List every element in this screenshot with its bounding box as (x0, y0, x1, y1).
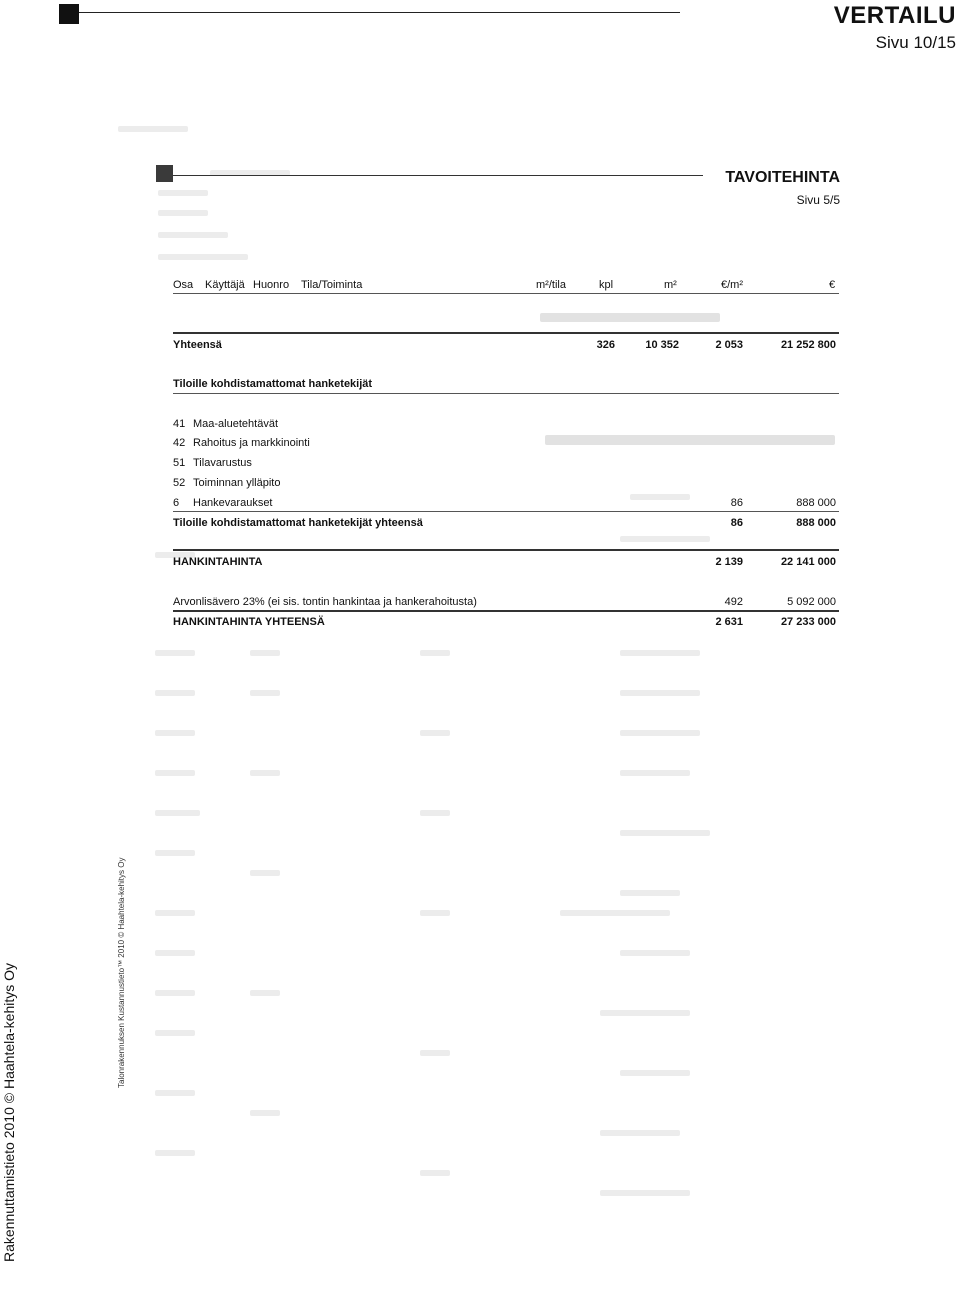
inner-copyright-note: Talonrakennuksen Kustannustieto™ 2010 © Haahtela-kehitys Oy (117, 857, 126, 1088)
item-eur: 888 000 (796, 497, 836, 509)
section-heading (173, 376, 839, 392)
list-item (173, 455, 839, 471)
col-kpl: kpl (599, 279, 614, 291)
item-code: 51 (173, 457, 186, 469)
vat-eur: 5 092 000 (787, 596, 836, 608)
list-item (173, 475, 839, 491)
section-heading-label: Tiloille kohdistamattomat hanketekijät (173, 378, 373, 390)
item-name: Tilavarustus (193, 457, 252, 469)
totals-kpl: 326 (596, 339, 615, 351)
totals-m2: 10 352 (645, 339, 679, 351)
col-huonro: Huonro (253, 279, 290, 291)
vat-label: Arvonlisävero 23% (ei sis. tontin hankintaa ja hankerahoitusta) (173, 596, 477, 608)
procurement-label: HANKINTAHINTA (173, 556, 263, 568)
subtotal-m2: 86 (730, 517, 743, 529)
table-header (173, 277, 839, 293)
col-tila: Tila/Toiminta (301, 279, 363, 291)
inner-header-marker (156, 165, 173, 182)
divider (173, 393, 839, 394)
totals-row (173, 337, 839, 353)
col-m2-tila: m²/tila (536, 279, 566, 291)
header-marker (59, 4, 79, 24)
totals-label: Yhteensä (173, 339, 222, 351)
item-code: 42 (173, 437, 186, 449)
totals-eur: 21 252 800 (780, 339, 836, 351)
grand-total-label: HANKINTAHINTA YHTEENSÄ (173, 616, 325, 628)
item-m2: 86 (730, 497, 743, 509)
col-eur: € (829, 279, 836, 291)
divider (173, 293, 839, 294)
divider (173, 511, 839, 512)
item-name: Rahoitus ja markkinointi (193, 437, 310, 449)
copyright-note: Rakennuttamistieto 2010 © Haahtela-kehitys Oy (1, 962, 17, 1262)
list-item (173, 495, 839, 511)
item-name: Hankevaraukset (193, 497, 273, 509)
inner-title: TAVOITEHINTA (725, 169, 840, 186)
grand-total-m2: 2 631 (715, 616, 743, 628)
subtotal-label: Tiloille kohdistamattomat hanketekijät yhteensä (173, 517, 423, 529)
col-kayttaja: Käyttäjä (205, 279, 245, 291)
subtotal-row (173, 515, 839, 531)
totals-eur-m2: 2 053 (715, 339, 743, 351)
divider (173, 332, 839, 334)
grand-total-row (173, 614, 839, 630)
item-code: 6 (173, 497, 180, 509)
header-rule (79, 12, 680, 13)
grand-total-eur: 27 233 000 (780, 616, 836, 628)
procurement-row (173, 554, 839, 570)
inner-page-number: Sivu 5/5 (796, 193, 840, 207)
col-m2: m² (664, 279, 677, 291)
procurement-eur: 22 141 000 (780, 556, 836, 568)
divider (173, 610, 839, 612)
item-name: Maa-aluetehtävät (193, 418, 278, 430)
list-item (173, 416, 839, 432)
col-osa: Osa (173, 279, 194, 291)
page-number: Sivu 10/15 (875, 33, 956, 52)
subtotal-eur: 888 000 (796, 517, 836, 529)
item-name: Toiminnan ylläpito (193, 477, 281, 489)
page-title: VERTAILU (833, 2, 956, 29)
item-code: 52 (173, 477, 186, 489)
col-eur-m2: €/m² (721, 279, 743, 291)
vat-m2: 492 (724, 596, 743, 608)
item-code: 41 (173, 418, 186, 430)
divider (173, 549, 839, 551)
procurement-m2: 2 139 (715, 556, 743, 568)
vat-row (173, 594, 839, 610)
list-item (173, 435, 839, 451)
inner-header-rule (173, 175, 703, 176)
